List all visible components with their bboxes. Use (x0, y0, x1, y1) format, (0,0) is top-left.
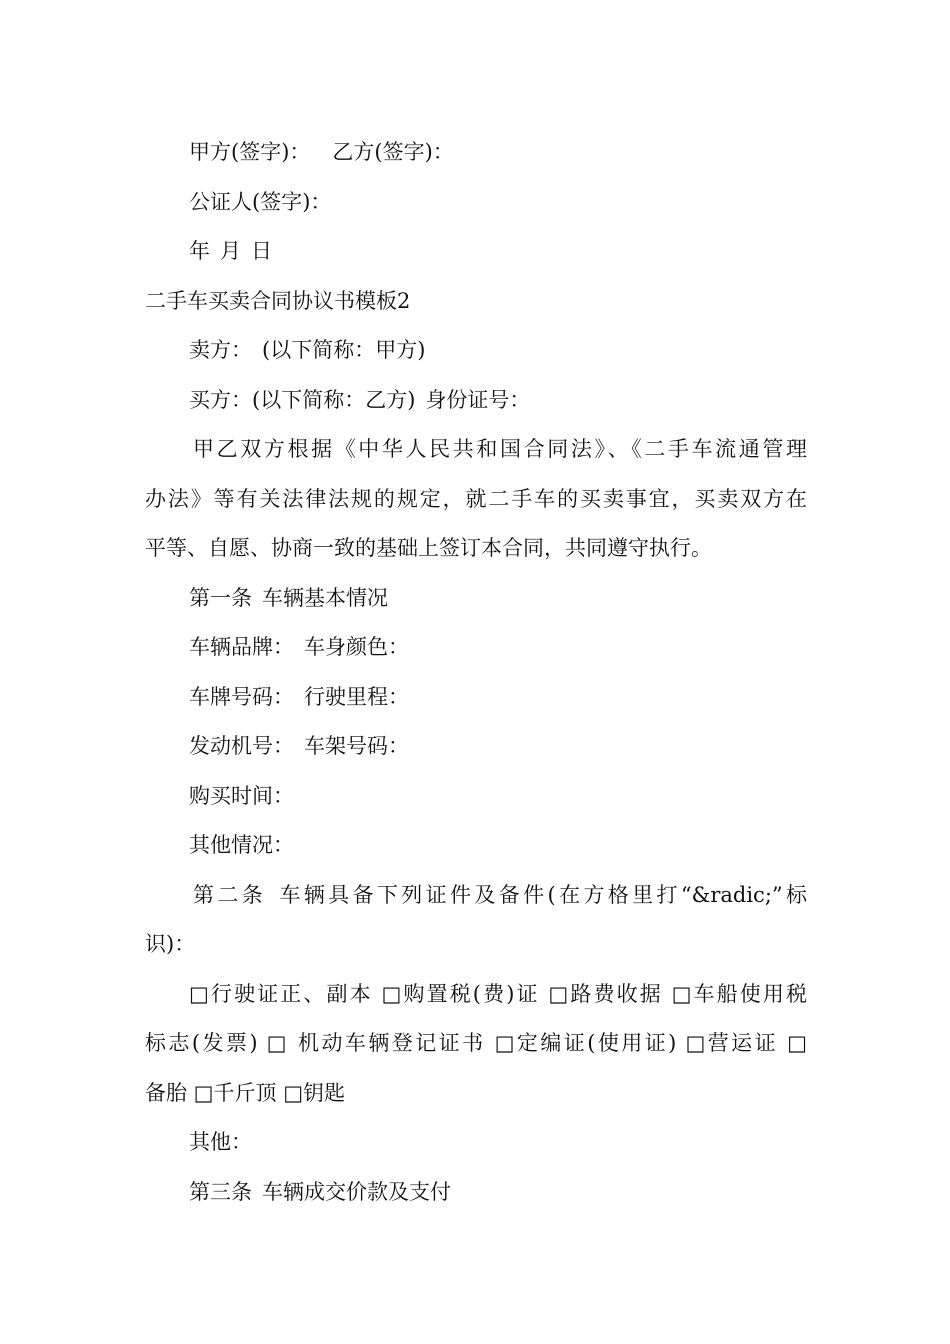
engine-number-label: 发动机号： (189, 734, 294, 758)
buyer-line (145, 376, 807, 426)
article-number: 第一条 (189, 585, 252, 610)
section-title (145, 277, 807, 327)
party-a-signature-label: 甲方(签字)： (189, 140, 311, 164)
other-items-line (145, 1118, 807, 1168)
seller-label: 卖方： (189, 338, 252, 362)
article-3-heading (145, 1168, 807, 1218)
other-items-label: 其他： (189, 1130, 252, 1154)
paragraph-text: 甲乙双方根据《中华人民共和国合同法》、《二手车流通管理 (193, 437, 807, 461)
buyer-id-label: 身份证号： (425, 387, 531, 412)
other-conditions-label: 其他情况： (189, 833, 294, 857)
template-title: 二手车买卖合同协议书模板2 (145, 288, 411, 313)
notary-signature-line (145, 178, 807, 228)
vehicle-brand-label: 车辆品牌： (189, 635, 294, 659)
article-2-heading (145, 871, 807, 921)
article-number: 第三条 (189, 1179, 252, 1204)
signature-line-parties (145, 128, 807, 178)
article-title: 车辆成交价款及支付 (262, 1179, 451, 1204)
date-day-label: 日 (251, 239, 272, 263)
party-b-signature-label: 乙方(签字)： (332, 140, 454, 164)
checklist-line-1 (145, 970, 807, 1020)
buyer-label: 买方：(以下简称：乙方) (189, 387, 416, 412)
plate-number-label: 车牌号码： (189, 684, 294, 709)
seller-abbrev: (以下简称：甲方) (262, 338, 426, 362)
paragraph-line-1 (145, 425, 807, 475)
purchase-time-line (145, 772, 807, 822)
article-1-heading (145, 574, 807, 624)
purchase-time-label: 购买时间： (189, 783, 294, 808)
notary-signature-label: 公证人(签字)： (189, 189, 332, 214)
vehicle-brand-color-line (145, 623, 807, 673)
frame-number-label: 车架号码： (304, 734, 409, 758)
checklist-line-3 (145, 1069, 807, 1119)
paragraph-line-3 (145, 524, 807, 574)
article-2-heading-cont (145, 920, 807, 970)
article-number: 第二条 (193, 882, 267, 907)
vehicle-color-label: 车身颜色： (304, 635, 409, 659)
engine-frame-line (145, 722, 807, 772)
date-line (145, 227, 807, 277)
checklist-text: 标志(发票) □ 机动车辆登记证书 □定编证(使用证) □营运证 □ (145, 1031, 807, 1055)
document-body (145, 128, 807, 1217)
article-title-cont: 识)： (145, 932, 196, 956)
article-title: 车辆具备下列证件及备件(在方格里打“&radic;”标 (276, 882, 807, 907)
paragraph-text: 办法》等有关法律法规的规定，就二手车的买卖事宜，买卖双方在 (145, 486, 807, 511)
checklist-text: □行驶证正、副本 □购置税(费)证 □路费收据 □车船使用税 (189, 981, 807, 1006)
article-title: 车辆基本情况 (262, 585, 388, 610)
other-conditions-line (145, 821, 807, 871)
date-month-label: 月 (220, 239, 241, 263)
seller-line (145, 326, 807, 376)
mileage-label: 行驶里程： (304, 684, 409, 709)
date-year-label: 年 (189, 239, 210, 263)
checklist-text: 备胎 □千斤顶 □钥匙 (145, 1080, 346, 1105)
paragraph-text: 平等、自愿、协商一致的基础上签订本合同，共同遵守执行。 (145, 536, 712, 560)
plate-mileage-line (145, 673, 807, 723)
paragraph-line-2 (145, 475, 807, 525)
checklist-line-2 (145, 1019, 807, 1069)
